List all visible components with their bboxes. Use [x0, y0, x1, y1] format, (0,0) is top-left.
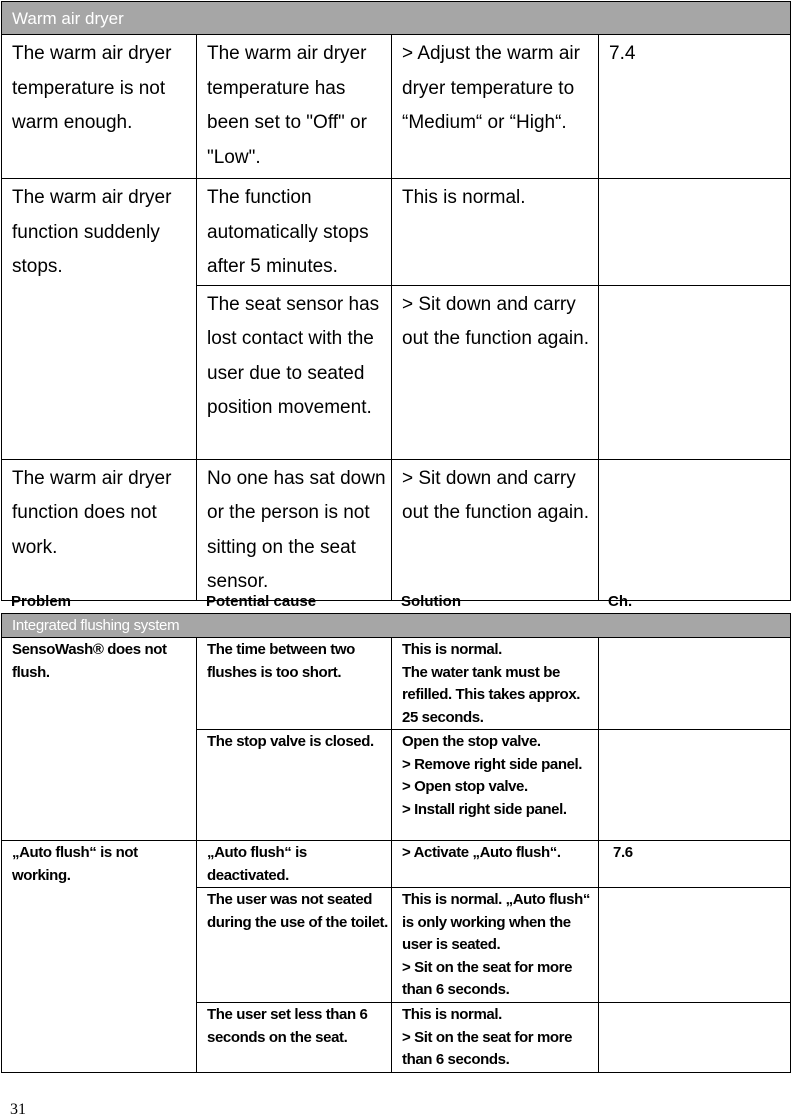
chapter-cell — [599, 730, 791, 841]
section-title-warm-air-dryer: Warm air dryer — [2, 2, 791, 35]
solution-line: > Install right side panel. — [402, 800, 567, 818]
solution-line: This is normal. — [402, 641, 502, 658]
warm-air-dryer-table — [1, 1, 791, 601]
flushing-system-table — [1, 613, 791, 1073]
column-header-row — [1, 590, 790, 612]
chapter-cell — [599, 285, 791, 459]
solution-line: This is normal. — [402, 1006, 502, 1023]
solution-cell — [392, 730, 599, 841]
cause-cell: No one has sat down or the person is not sitting on the seat sensor. — [197, 459, 392, 600]
column-header-problem: Problem — [11, 593, 72, 610]
chapter-cell — [599, 179, 791, 286]
solution-cell — [392, 1003, 599, 1073]
solution-line: Open the stop valve. — [402, 733, 541, 750]
solution-line: > Sit on the seat for more than 6 seconds. — [402, 1028, 573, 1068]
chapter-cell — [599, 1003, 791, 1073]
solution-cell: This is normal. — [392, 179, 599, 286]
section-title-flushing-system: Integrated flushing system — [2, 614, 791, 638]
solution-line: > Sit on the seat for more than 6 seconds. — [402, 958, 573, 998]
solution-line: > Activate „Auto flush“. — [402, 844, 561, 861]
cause-cell: The user was not seated during the use of the toilet. — [197, 888, 392, 1003]
cause-cell: The stop valve is closed. — [197, 730, 392, 841]
solution-cell: > Adjust the warm air dryer temperature to “Medium“ or “High“. — [392, 35, 599, 179]
chapter-cell: 7.6 — [599, 841, 791, 888]
solution-line: This is normal. „Auto flush“ is only working when the user is seated. — [402, 891, 590, 953]
solution-cell — [392, 638, 599, 730]
chapter-cell — [599, 638, 791, 730]
cause-cell: The seat sensor has lost contact with the user due to seated position movement. — [197, 285, 392, 459]
chapter-cell: 7.4 — [599, 35, 791, 179]
solution-line: > Remove right side panel. — [402, 755, 583, 773]
solution-cell — [392, 841, 599, 888]
problem-cell: „Auto flush“ is not working. — [2, 841, 197, 1073]
column-header-chapter: Ch. — [608, 593, 633, 610]
chapter-cell — [599, 459, 791, 600]
column-header-cause: Potential cause — [206, 593, 317, 610]
problem-cell: The warm air dryer function does not work. — [2, 459, 197, 600]
solution-line: > Open stop valve. — [402, 778, 528, 795]
column-header-solution: Solution — [401, 593, 461, 610]
problem-cell: SensoWash® does not flush. — [2, 638, 197, 841]
page-number: 31 — [10, 1101, 26, 1118]
solution-cell — [392, 888, 599, 1003]
problem-cell: The warm air dryer function suddenly stops. — [2, 179, 197, 460]
cause-cell: The function automatically stops after 5 minutes. — [197, 179, 392, 286]
cause-cell: The time between two flushes is too short. — [197, 638, 392, 730]
solution-cell: > Sit down and carry out the function again. — [392, 285, 599, 459]
solution-cell: > Sit down and carry out the function again. — [392, 459, 599, 600]
solution-line: The water tank must be refilled. This takes approx. 25 seconds. — [402, 663, 581, 726]
chapter-cell — [599, 888, 791, 1003]
cause-cell: „Auto flush“ is deactivated. — [197, 841, 392, 888]
problem-cell: The warm air dryer temperature is not warm enough. — [2, 35, 197, 179]
cause-cell: The user set less than 6 seconds on the seat. — [197, 1003, 392, 1073]
cause-cell: The warm air dryer temperature has been set to "Off" or "Low". — [197, 35, 392, 179]
